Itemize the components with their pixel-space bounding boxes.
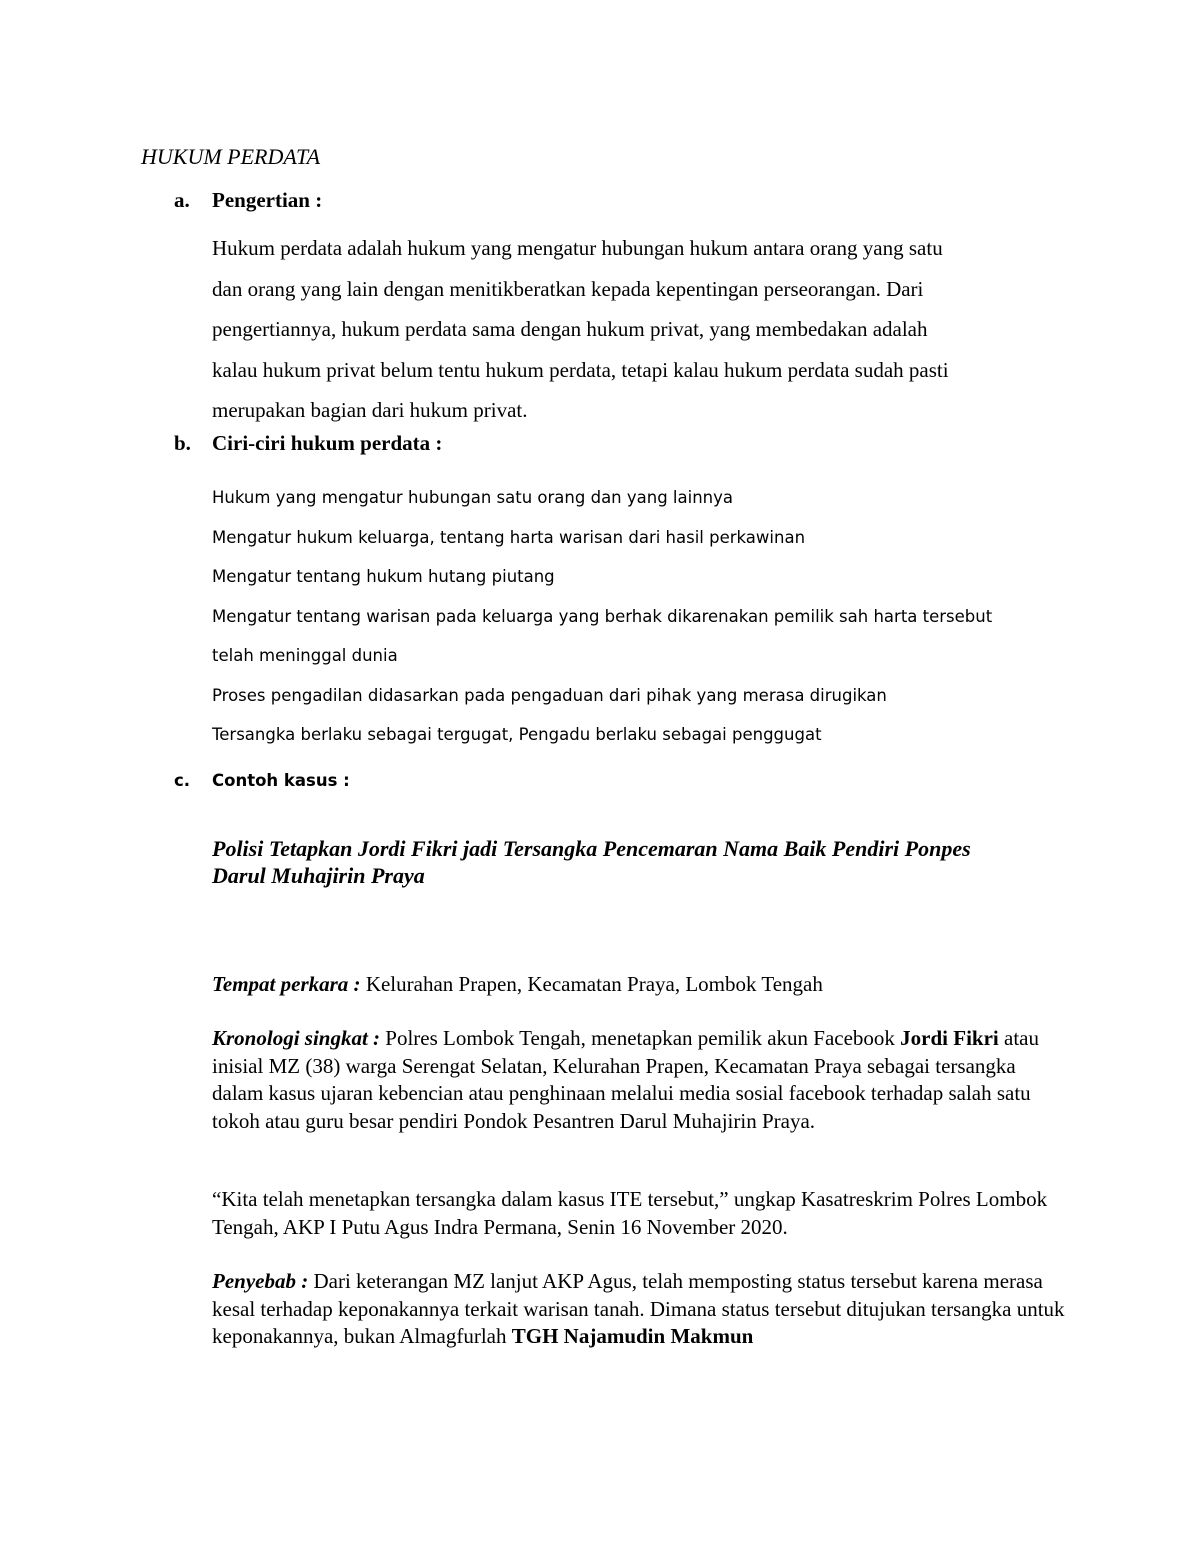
section-a-paragraph bbox=[212, 228, 1062, 431]
ciri-list bbox=[212, 478, 1062, 755]
victim-name: TGH Najamudin Makmun bbox=[511, 1324, 754, 1348]
paragraph-line: merupakan bagian dari hukum privat. bbox=[212, 398, 528, 422]
list-item: Hukum yang mengatur hubungan satu orang dan yang lainnya bbox=[212, 488, 734, 507]
case-chronology bbox=[212, 1025, 1072, 1135]
case-cause-text: Dari keterangan MZ lanjut AKP Agus, telah memposting status tersebut karena merasa kesal terhadap keponakannya terkait warisan tanah. Dimana status tersebut ditujukan tersangka untuk keponakannya, bukan Almagfurlah bbox=[212, 1269, 1065, 1348]
section-b-title: Ciri-ciri hukum perdata : bbox=[212, 431, 443, 455]
case-place-label: Tempat perkara : bbox=[212, 972, 361, 996]
case-headline-line: Polisi Tetapkan Jordi Fikri jadi Tersangka Pencemaran Nama Baik Pendiri Ponpes bbox=[212, 836, 971, 861]
list-item: Mengatur hukum keluarga, tentang harta warisan dari hasil perkawinan bbox=[212, 527, 806, 547]
section-c-title: Contoh kasus : bbox=[212, 771, 350, 790]
section-a-title: Pengertian : bbox=[212, 188, 323, 212]
suspect-name: Jordi Fikri bbox=[900, 1026, 999, 1050]
list-item: telah meninggal dunia bbox=[212, 646, 398, 665]
list-item: Tersangka berlaku sebagai tergugat, Pengadu berlaku sebagai penggugat bbox=[212, 725, 822, 744]
case-cause-label: Penyebab : bbox=[212, 1269, 309, 1293]
section-b-heading bbox=[174, 431, 442, 456]
section-a-label: a. bbox=[174, 188, 190, 212]
page-title: HUKUM PERDATA bbox=[141, 144, 321, 169]
section-b-label: b. bbox=[174, 431, 191, 455]
paragraph-line: Hukum perdata adalah hukum yang mengatur hubungan hukum antara orang yang satu bbox=[212, 236, 943, 260]
case-place bbox=[212, 971, 1072, 999]
case-chronology-text: Polres Lombok Tengah, menetapkan pemilik akun Facebook bbox=[380, 1026, 901, 1050]
case-headline bbox=[212, 835, 1072, 889]
section-a-heading bbox=[174, 188, 322, 213]
list-item: Mengatur tentang hukum hutang piutang bbox=[212, 567, 555, 586]
list-item: Proses pengadilan didasarkan pada pengaduan dari pihak yang merasa dirugikan bbox=[212, 685, 887, 705]
section-c-label: c. bbox=[174, 771, 191, 790]
case-quote: “Kita telah menetapkan tersangka dalam kasus ITE tersebut,” ungkap Kasatreskrim Polres Lombok Tengah, AKP I Putu Agus Indra Permana, Senin 16 November 2020. bbox=[212, 1187, 1048, 1239]
case-place-text: Kelurahan Prapen, Kecamatan Praya, Lombok Tengah bbox=[360, 972, 823, 996]
section-c-heading bbox=[174, 771, 350, 790]
case-headline-line: Darul Muhajirin Praya bbox=[212, 863, 425, 888]
list-item: Mengatur tentang warisan pada keluarga yang berhak dikarenakan pemilik sah harta tersebut bbox=[212, 606, 993, 626]
case-chronology-text: atau inisial MZ (38) warga Serengat Selatan, Kelurahan Prapen, Kecamatan Praya sebagai tersangka dalam kasus ujaran kebencian atau penghinaan melalui media sosial facebook terhadap salah satu tokoh atau guru besar pendiri Pondok Pesantren Darul Muhajirin Praya. bbox=[212, 1026, 1039, 1133]
paragraph-line: kalau hukum privat belum tentu hukum perdata, tetapi kalau hukum perdata sudah pasti bbox=[212, 357, 949, 382]
case-chronology-label: Kronologi singkat : bbox=[212, 1026, 381, 1050]
case-cause bbox=[212, 1268, 1072, 1351]
paragraph-line: dan orang yang lain dengan menitikberatkan kepada kepentingan perseorangan. Dari bbox=[212, 276, 924, 301]
paragraph-line: pengertiannya, hukum perdata sama dengan hukum privat, yang membedakan adalah bbox=[212, 317, 928, 341]
